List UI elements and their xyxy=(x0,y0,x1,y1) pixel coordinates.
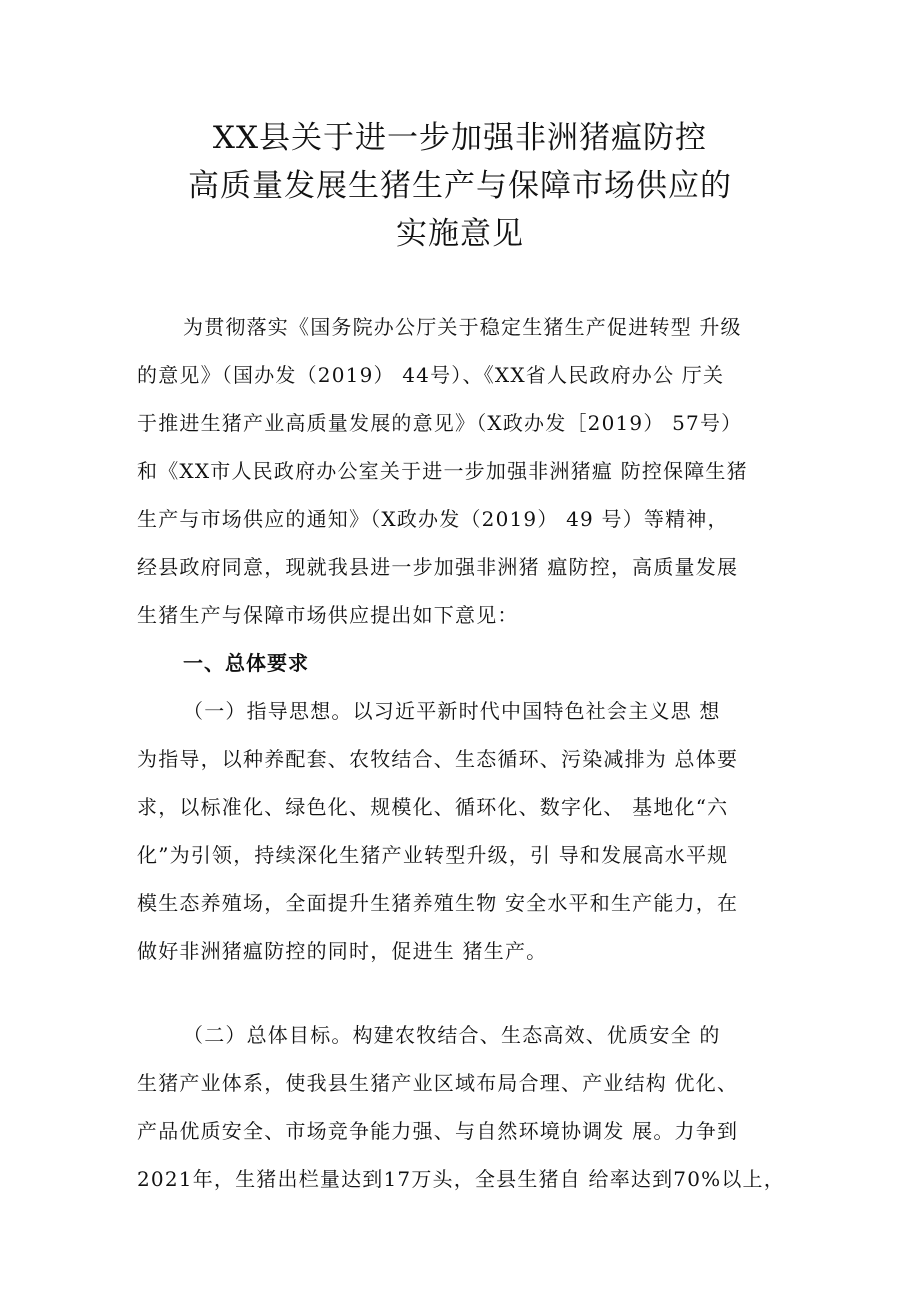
intro-line-1: 为贯彻落实《国务院办公厅关于稳定生猪生产促进转型 升级 xyxy=(183,315,742,339)
guiding-thought-line-4: 化”为引领，持续深化生猪产业转型升级，引 导和发展高水平规 xyxy=(137,843,729,867)
guiding-thought-line-1: （一）指导思想。以习近平新时代中国特色社会主义思 想 xyxy=(183,699,721,723)
intro-line-3: 于推进生猪产业高质量发展的意见》（X政办发［2019） 57号） xyxy=(137,411,743,435)
guiding-thought-line-6: 做好非洲猪瘟防控的同时，促进生 猪生产。 xyxy=(137,939,548,963)
intro-line-2: 的意见》（国办发（2019） 44号）、《XX省人民政府办公 厅关 xyxy=(137,363,725,387)
guiding-thought-line-5: 模生态养殖场，全面提升生猪养殖生物 安全水平和生产能力，在 xyxy=(137,891,739,915)
overall-goal-line-1: （二）总体目标。构建农牧结合、生态高效、优质安全 的 xyxy=(183,1023,721,1047)
intro-line-6: 经县政府同意，现就我县进一步加强非洲猪 瘟防控，高质量发展 xyxy=(137,555,739,579)
document-title-line-2: 高质量发展生猪生产与保障市场供应的 xyxy=(188,168,732,204)
intro-line-4: 和《XX市人民政府办公室关于进一步加强非洲猪瘟 防控保障生猪 xyxy=(137,459,748,483)
document-title-line-1: XX县关于进一步加强非洲猪瘟防控 xyxy=(212,120,708,156)
guiding-thought-line-3: 求，以标准化、绿色化、规模化、循环化、数字化、 基地化“六 xyxy=(137,795,729,819)
document-title-line-3: 实施意见 xyxy=(396,216,524,252)
intro-line-5: 生产与市场供应的通知》（X政办发（2019） 49 号）等精神， xyxy=(137,507,729,531)
overall-goal-line-4: 2021年，生猪出栏量达到17万头，全县生猪自 给率达到70%以上， xyxy=(137,1167,785,1191)
section-heading: 一、总体要求 xyxy=(183,651,309,675)
intro-line-7: 生猪生产与保障市场供应提出如下意见： xyxy=(137,603,519,627)
guiding-thought-line-2: 为指导，以种养配套、农牧结合、生态循环、污染减排为 总体要 xyxy=(137,747,739,771)
overall-goal-line-2: 生猪产业体系，使我县生猪产业区域布局合理、产业结构 优化、 xyxy=(137,1071,739,1095)
overall-goal-line-3: 产品优质安全、市场竞争能力强、与自然环境协调发 展。力争到 xyxy=(137,1119,739,1143)
